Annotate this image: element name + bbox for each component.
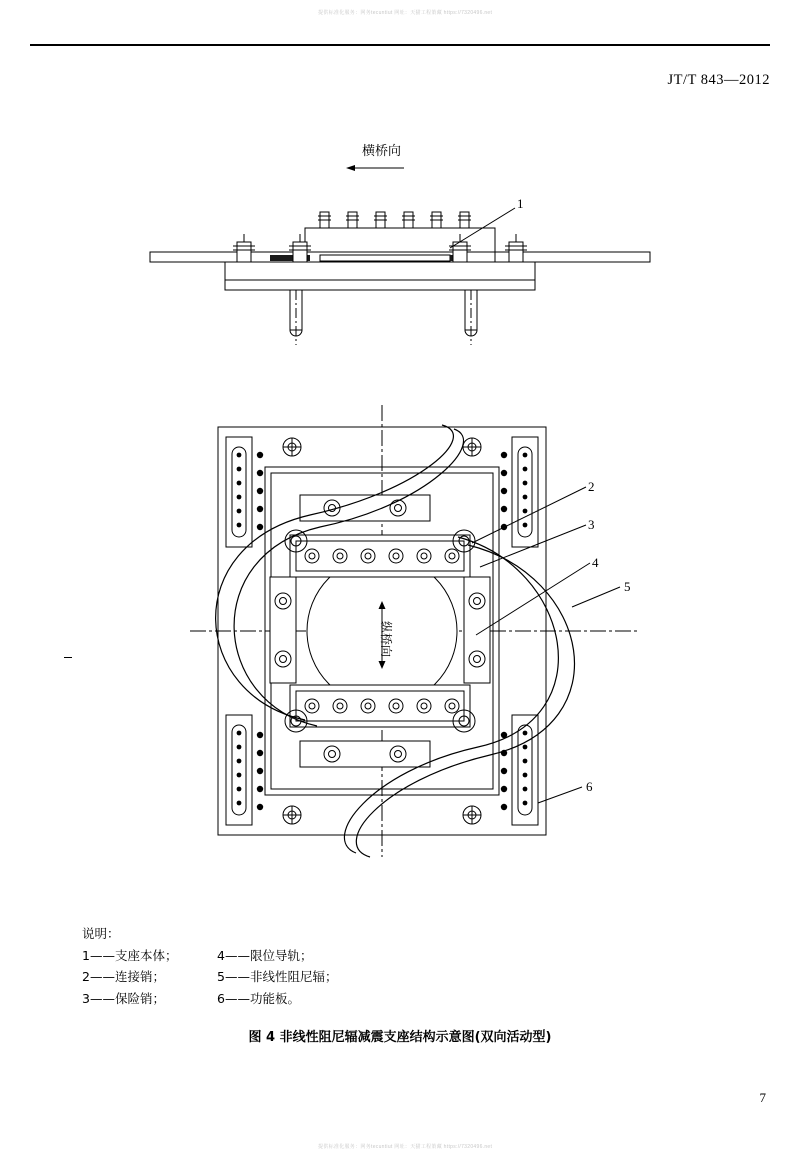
legend-item-1-text: ——支座本体； [89, 947, 178, 963]
legend-row [82, 947, 352, 963]
watermark-top: 提供标准化服务：网务tecuntiut 网址：天猫工程策藏 https://7320496.net [318, 10, 493, 16]
legend-row [82, 971, 352, 984]
elevation-view-drawing [120, 190, 680, 350]
watermark-bottom: 提供标准化服务：网务tecuntiut 网址：天猫工程策藏 https://7320496.net [318, 1144, 493, 1150]
legend-item-4-num: 4 [217, 947, 225, 963]
callout-5: 5 [624, 579, 631, 594]
legend-item-3-text: ——保险销； [89, 990, 165, 1006]
legend-item-6 [217, 990, 352, 1006]
legend-item-2 [82, 971, 217, 984]
legend-item-5 [217, 971, 352, 984]
legend-row [82, 990, 352, 1006]
callout-4: 4 [592, 555, 599, 570]
legend-title: 说明： [82, 926, 120, 941]
callout-3: 3 [588, 517, 595, 532]
callout-2: 2 [588, 479, 595, 494]
legend-item-6-num: 6 [217, 990, 225, 1006]
legend-item-5-text: ——非线性阻尼辐； [224, 969, 338, 984]
cross-direction-label: 横桥向 [362, 144, 402, 159]
legend-item-4-text: ——限位导轨； [224, 947, 313, 963]
legend-item-1 [82, 947, 217, 963]
legend-item-2-text: ——连接销； [89, 969, 165, 984]
legend [82, 928, 352, 1014]
callout-1-elevation: 1 [517, 196, 524, 211]
cross-direction-arrow-icon [346, 163, 406, 173]
legend-item-6-text: ——功能板。 [224, 990, 300, 1006]
legend-item-2-num: 2 [82, 969, 90, 984]
legend-item-3-num: 3 [82, 990, 90, 1006]
page-number: 7 [759, 1090, 766, 1105]
longitudinal-direction-label: 纵桥向 [379, 620, 393, 658]
callout-6: 6 [586, 779, 593, 794]
standard-number: JT/T 843—2012 [667, 72, 770, 88]
legend-item-1-num: 1 [82, 947, 90, 963]
plan-view-drawing [120, 395, 720, 895]
legend-item-4 [217, 947, 352, 963]
figure-caption: 图 4 非线性阻尼辐减震支座结构示意图(双向活动型) [248, 1030, 552, 1045]
legend-item-3 [82, 990, 217, 1006]
legend-item-5-num: 5 [217, 969, 225, 984]
page-margin-tick [64, 657, 72, 658]
header-rule [30, 44, 770, 46]
